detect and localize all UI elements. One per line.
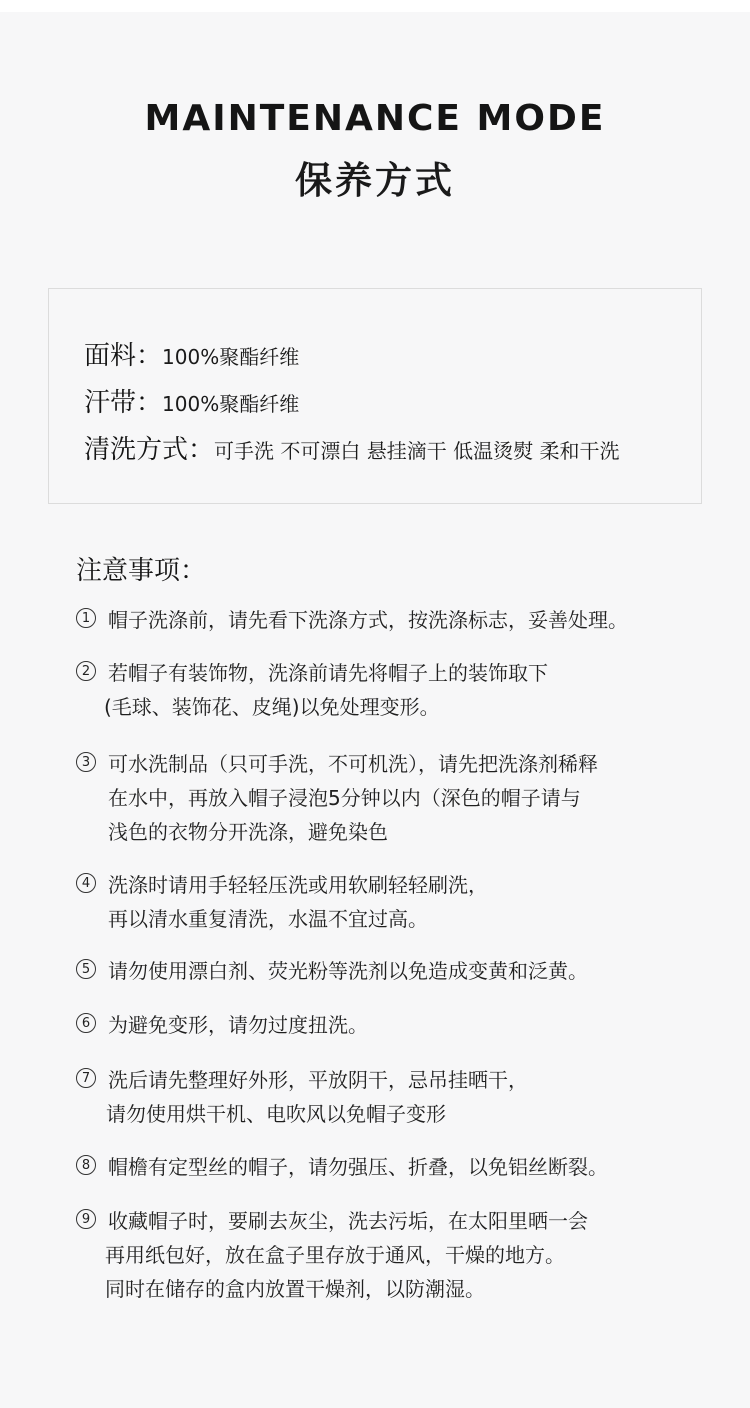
note-number-badge: 2 [76, 661, 96, 681]
note-text: 帽子洗涤前，请先看下洗涤方式，按洗涤标志，妥善处理。 [108, 607, 628, 632]
note-text: 再用纸包好，放在盒子里存放于通风，干燥的地方。 [105, 1242, 565, 1267]
note-number-badge: 4 [76, 873, 96, 893]
note-item-2 [76, 654, 716, 722]
note-number-badge: 7 [76, 1068, 96, 1088]
note-text: 洗后请先整理好外形，平放阴干，忌吊挂晒干， [108, 1067, 528, 1092]
note-text: 收藏帽子时，要刷去灰尘，洗去污垢，在太阳里晒一会 [108, 1208, 588, 1233]
note-text: 请勿使用漂白剂、荧光粉等洗剂以免造成变黄和泛黄。 [108, 958, 588, 983]
spec-box [48, 288, 702, 504]
note-number-badge: 9 [76, 1209, 96, 1229]
note-item-6 [76, 1006, 716, 1040]
page-title-en: MAINTENANCE MODE [144, 98, 606, 139]
note-item-1 [76, 601, 716, 635]
note-item-7 [76, 1061, 716, 1129]
spec-value: 100%聚酯纤维 [162, 392, 300, 416]
note-text: 同时在储存的盒内放置干燥剂，以防潮湿。 [105, 1276, 485, 1301]
spec-row-fabric [84, 335, 299, 369]
note-item-5 [76, 952, 716, 986]
note-number-badge: 1 [76, 608, 96, 628]
note-text: 若帽子有装饰物，洗涤前请先将帽子上的装饰取下 [108, 660, 548, 685]
note-item-3 [76, 745, 716, 847]
spec-label: 汗带： [84, 388, 163, 418]
note-text: 再以清水重复清洗，水温不宜过高。 [108, 906, 428, 931]
page-title-cn: 保养方式 [295, 159, 455, 202]
spec-row-sweatband [84, 382, 299, 416]
note-text: 洗涤时请用手轻轻压洗或用软刷轻轻刷洗， [108, 872, 488, 897]
note-text: 浅色的衣物分开洗涤，避免染色 [108, 819, 388, 844]
note-number-badge: 5 [76, 959, 96, 979]
note-text: 为避免变形，请勿过度扭洗。 [108, 1012, 368, 1037]
note-item-9 [76, 1202, 716, 1304]
note-text: 在水中，再放入帽子浸泡5分钟以内（深色的帽子请与 [108, 785, 581, 810]
spec-label: 面料： [84, 341, 163, 371]
note-text: 可水洗制品（只可手洗，不可机洗），请先把洗涤剂稀释 [108, 751, 598, 776]
note-number-badge: 6 [76, 1013, 96, 1033]
note-number-badge: 3 [76, 752, 96, 772]
note-text: 帽檐有定型丝的帽子，请勿强压、折叠，以免铝丝断裂。 [108, 1154, 608, 1179]
spec-value: 100%聚酯纤维 [162, 345, 300, 369]
spec-label: 清洗方式： [84, 435, 215, 465]
note-item-8 [76, 1148, 716, 1182]
note-text: (毛球、装饰花、皮绳)以免处理变形。 [104, 694, 440, 719]
note-number-badge: 8 [76, 1155, 96, 1175]
top-strip [0, 0, 750, 12]
spec-row-washing [84, 429, 619, 463]
note-text: 请勿使用烘干机、电吹风以免帽子变形 [106, 1101, 446, 1126]
spec-value: 可手洗 不可漂白 悬挂滴干 低温烫熨 柔和干洗 [214, 439, 620, 463]
note-item-4 [76, 866, 716, 934]
notes-heading: 注意事项： [76, 556, 207, 586]
